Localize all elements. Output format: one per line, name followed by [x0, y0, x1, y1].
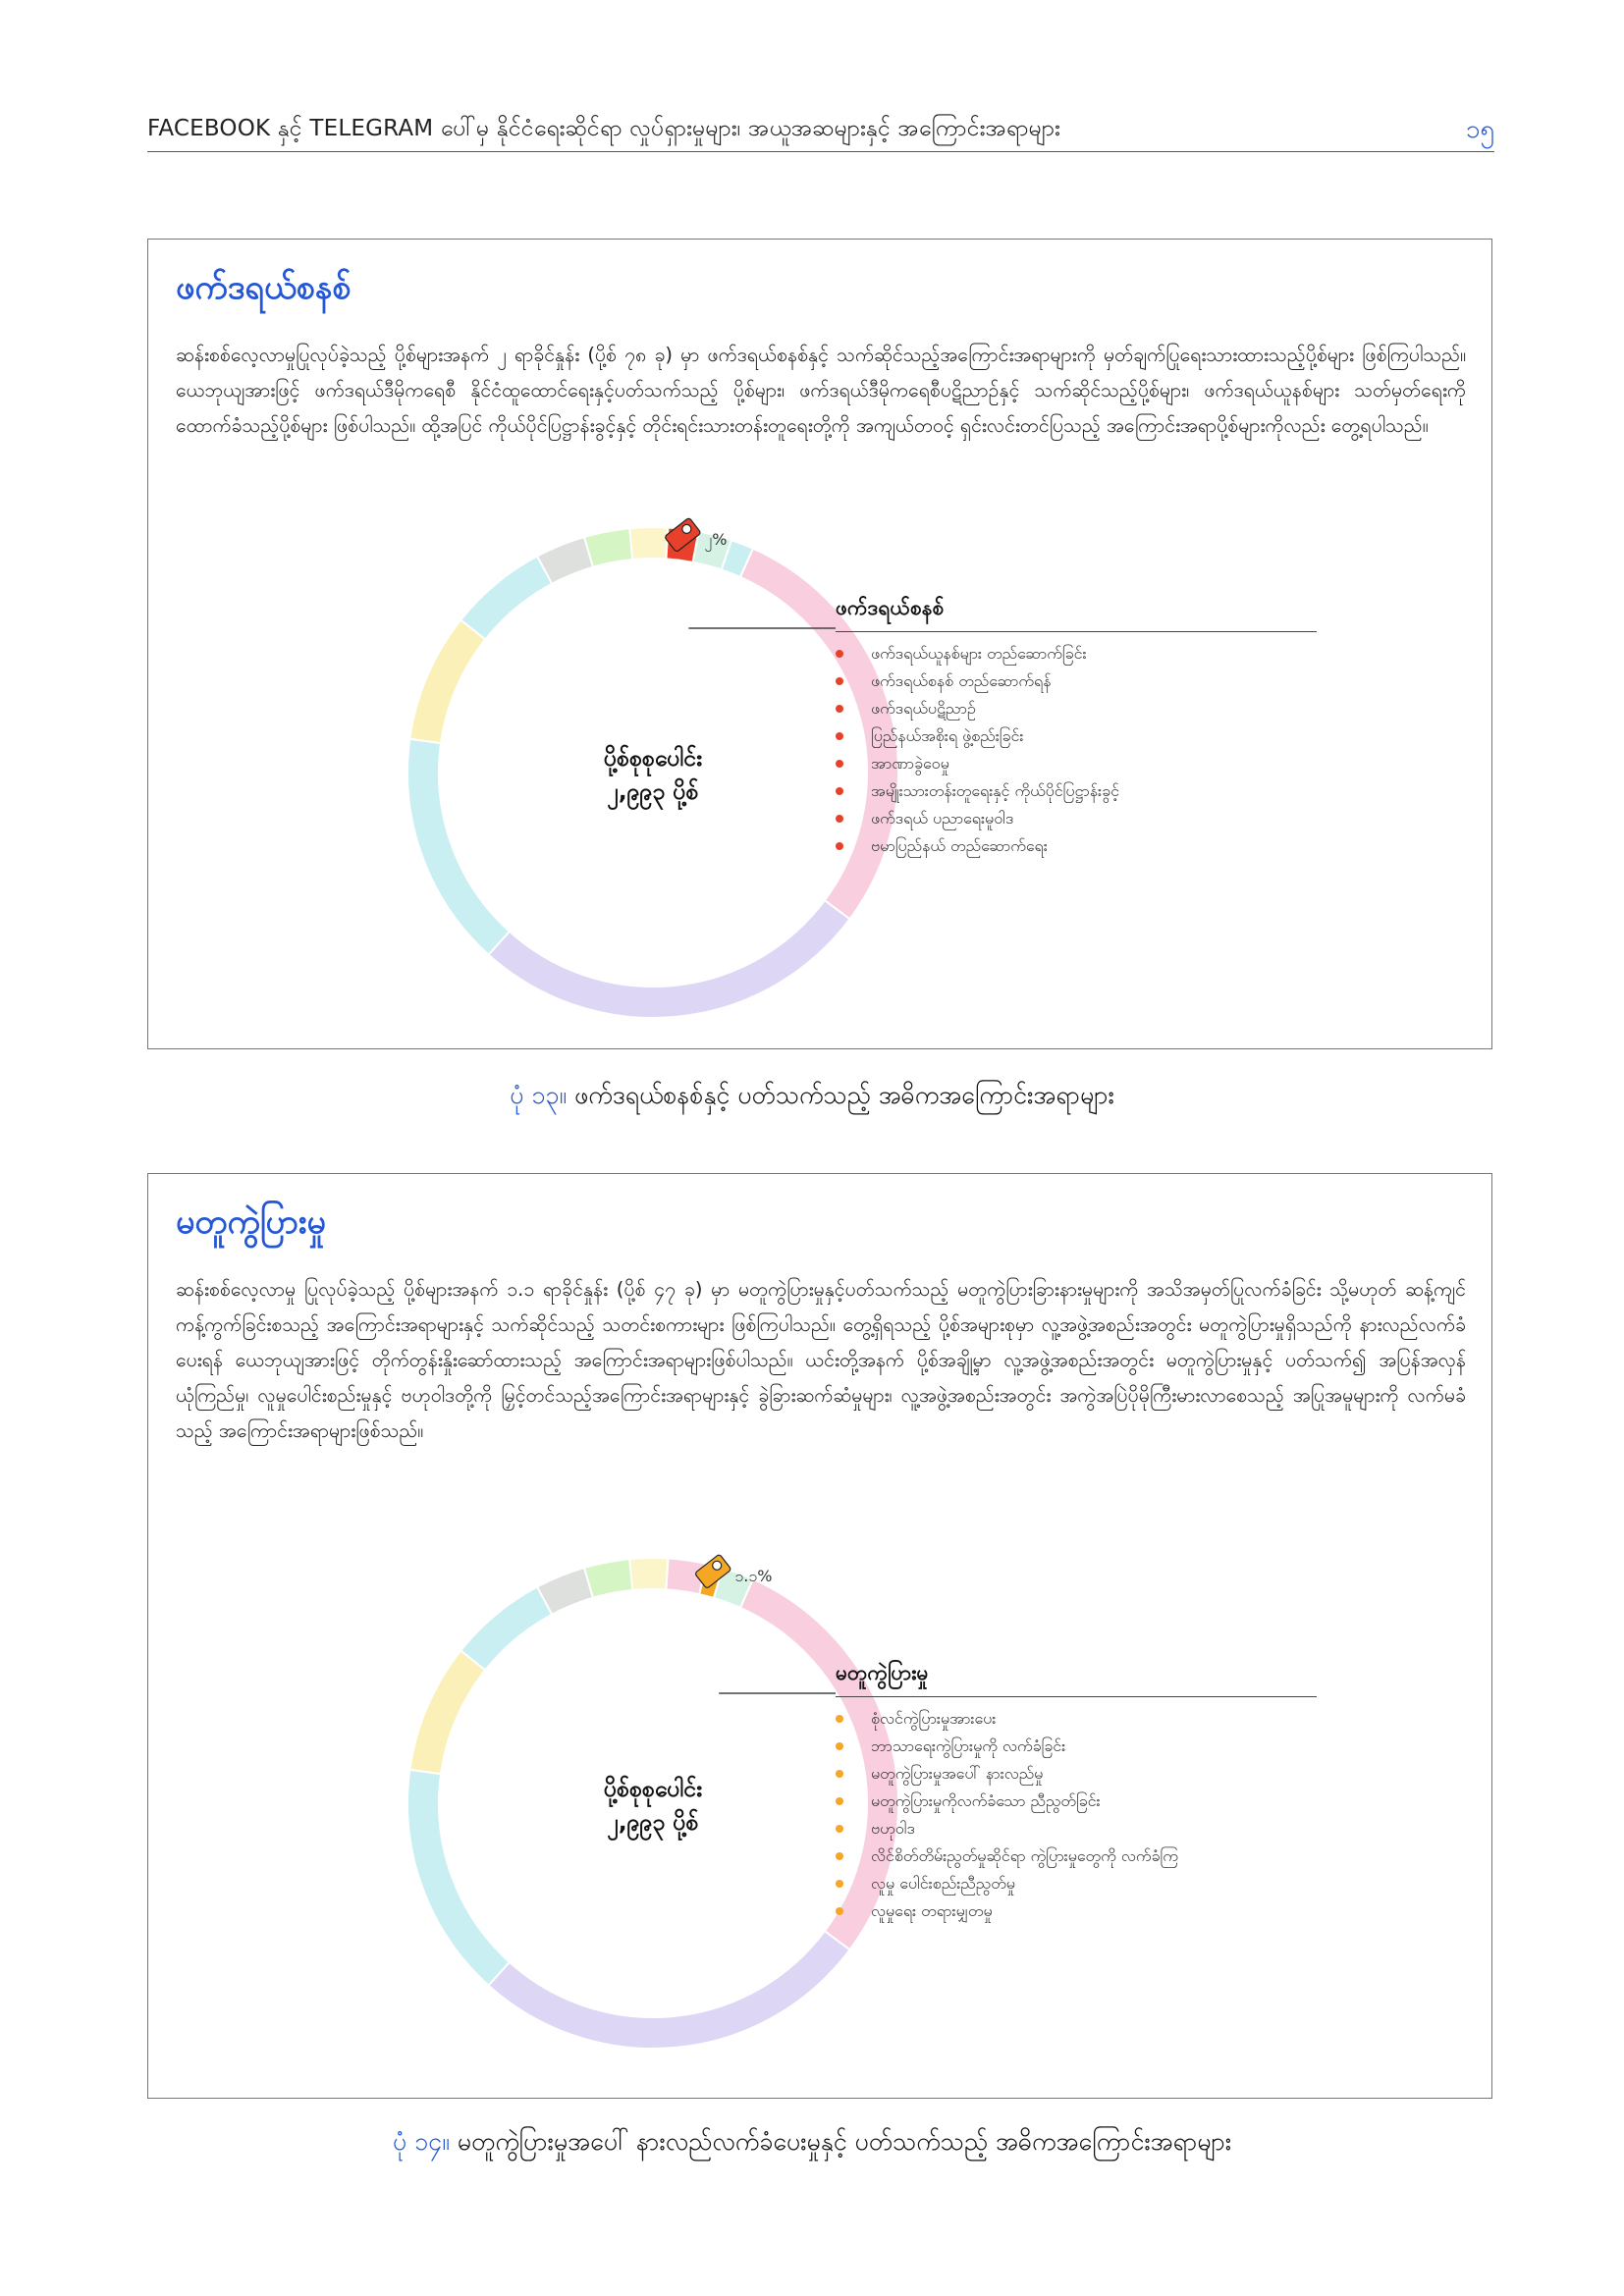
legend-bullet-icon — [836, 650, 843, 658]
legend-item — [836, 750, 1317, 777]
donut-slice — [489, 1931, 850, 2049]
legend-item — [836, 667, 1317, 695]
caption-number: ပုံ ၁၃။ — [510, 1081, 568, 1109]
donut-slice — [409, 1650, 485, 1774]
legend-list — [836, 1705, 1317, 1925]
legend-item-label: လူမှုရေး တရားမျှတမှု — [871, 1901, 993, 1920]
legend-item — [836, 1705, 1317, 1733]
legend-list — [836, 640, 1317, 860]
legend-item-label: ဗဟုဝါဒ — [871, 1819, 915, 1838]
center-label-line1: ပို့စ်စုစုပေါင်း — [603, 746, 703, 772]
legend-item — [836, 1897, 1317, 1925]
donut-chart-diversity — [148, 1174, 1491, 2098]
donut-slice — [629, 1558, 668, 1590]
legend-bullet-icon — [836, 1880, 843, 1888]
legend-bullet-icon — [836, 677, 843, 685]
legend-item-label: ဖက်ဒရယ်ယူနစ်များ တည်ဆောက်ခြင်း — [871, 644, 1087, 663]
legend-item — [836, 695, 1317, 722]
legend-diversity — [836, 1660, 1317, 1925]
donut-slice — [584, 528, 632, 567]
legend-item — [836, 1842, 1317, 1870]
legend-bullet-icon — [836, 815, 843, 823]
panel-body-text: ဆန်းစစ်လေ့လာမှုပြုလုပ်ခဲ့သည့် ပို့စ်များအနက် ၂ ရာခိုင်နှုန်း (ပို့စ် ၇၈ ခု) မှာ ဖက်ဒရယ်စနစ်နှင့် သက်ဆိုင်သည့်အကြောင်းအရာများကို မှတ်ချက်ပြုရေးသားထားသည့်ပို့စ်များ ဖြစ်ကြပါသည်။ ယေဘုယျအားဖြင့် ဖက်ဒရယ်ဒီမိုကရေစီ နိုင်ငံထူထောင်ရေးနှင့်ပတ်သက်သည့် ပို့စ်များ၊ ဖက်ဒရယ်ဒီမိုကရေစီပဋိညာဉ်နှင့် သက်ဆိုင်သည့်ပို့စ်များ၊ ဖက်ဒရယ်ယူနစ်များ သတ်မှတ်ရေးကို ထောက်ခံသည့်ပို့စ်များ ဖြစ်ပါသည်။ ထို့အပြင် ကိုယ်ပိုင်ပြဋ္ဌာန်းခွင့်နှင့် တိုင်းရင်းသားတန်းတူရေးတို့ကို အကျယ်တဝင့် ရှင်းလင်းတင်ပြသည့် အကြောင်းအရာပို့စ်များကိုလည်း တွေ့ရပါသည်။ — [176, 344, 1466, 437]
page-number: ၁၅ — [1465, 115, 1494, 144]
legend-item-label: လိင်စိတ်တိမ်းညွတ်မှုဆိုင်ရာ ကွဲပြားမှုတွေကို လက်ခံကြ — [871, 1846, 1178, 1865]
legend-item-label: လူမှု ပေါင်းစည်းညီညွတ်မှု — [871, 1874, 1015, 1893]
donut-slice — [409, 619, 485, 743]
figure-panel-federalism — [147, 239, 1492, 1049]
legend-bullet-icon — [836, 705, 843, 713]
legend-item — [836, 1733, 1317, 1760]
chart-center-label — [545, 1773, 761, 1840]
legend-item-label: ပြည်နယ်အစိုးရ ဖွဲ့စည်းခြင်း — [871, 726, 1024, 745]
legend-item-label: ဘာသာရေးကွဲပြားမှုကို လက်ခံခြင်း — [871, 1736, 1066, 1755]
legend-title: မတူကွဲပြားမှု — [836, 1660, 1317, 1697]
running-header — [147, 110, 1494, 152]
legend-item-label: ဖက်ဒရယ်ပဋိညာဉ် — [871, 699, 976, 718]
legend-item-label: စုံလင်ကွဲပြားမှုအားပေး — [871, 1709, 997, 1728]
legend-item — [836, 1788, 1317, 1815]
figure-caption-14 — [0, 2126, 1624, 2163]
donut-slice — [407, 739, 510, 955]
legend-item-label: မတူကွဲပြားမှုကိုလက်ခံသော ညီညွတ်ခြင်း — [871, 1791, 1101, 1810]
center-label-line2: ၂,၉၉၃ ပို့စ် — [607, 779, 699, 805]
panel-title: မတူကွဲပြားမှု — [176, 1202, 326, 1242]
legend-item-label: ဖက်ဒရယ် ပညာရေးမူဝါဒ — [871, 809, 1014, 828]
legend-federalism — [836, 595, 1317, 860]
legend-bullet-icon — [836, 1715, 843, 1723]
legend-bullet-icon — [836, 1742, 843, 1750]
legend-bullet-icon — [836, 1852, 843, 1860]
legend-item — [836, 777, 1317, 805]
center-label-line2: ၂,၉၉၃ ပို့စ် — [607, 1810, 699, 1836]
legend-item — [836, 805, 1317, 832]
donut-slice — [584, 1559, 632, 1598]
legend-item-label: မတူကွဲပြားမှုအပေါ် နားလည်မှု — [871, 1764, 1044, 1783]
caption-text: ဖက်ဒရယ်စနစ်နှင့် ပတ်သက်သည့် အဓိကအကြောင်းအရာများ — [574, 1081, 1114, 1109]
legend-bullet-icon — [836, 787, 843, 795]
donut-slice — [460, 557, 552, 640]
figure-caption-13 — [0, 1080, 1624, 1116]
legend-item — [836, 1760, 1317, 1788]
donut-slice — [489, 900, 850, 1018]
panel-body-text: ဆန်းစစ်လေ့လာမှု ပြုလုပ်ခဲ့သည့် ပို့စ်များအနက် ၁.၁ ရာခိုင်နှုန်း (ပို့စ် ၄၇ ခု) မှာ မတူကွဲပြားမှုနှင့်ပတ်သက်သည့် မတူကွဲပြားခြားနားမှုများကို အသိအမှတ်ပြုလက်ခံခြင်း သို့မဟုတ် ဆန့်ကျင်ကန့်ကွက်ခြင်းစသည့် အကြောင်းအရာများနှင့် သက်ဆိုင်သည့် သတင်းစကားများ ဖြစ်ကြပါသည်။ တွေ့ရှိရသည့် ပို့စ်အများစုမှာ လူ့အဖွဲ့အစည်းအတွင်း မတူကွဲပြားမှုရှိသည်ကို နားလည်လက်ခံပေးရန် ယေဘုယျအားဖြင့် တိုက်တွန်းနှိုးဆော်ထားသည့် အကြောင်းအရာများဖြစ်ပါသည်။ ယင်းတို့အနက် ပို့စ်အချို့မှာ လူ့အဖွဲ့အစည်းအတွင်း မတူကွဲပြားမှုနှင့် ပတ်သက်၍ အပြန်အလှန် ယုံကြည်မှု၊ လူမှုပေါင်းစည်းမှုနှင့် ဗဟုဝါဒတို့ကို မြှင့်တင်သည့်အကြောင်းအရာများနှင့် ခွဲခြားဆက်ဆံမှုများ၊ လူ့အဖွဲ့အစည်းအတွင်း အကွဲအပြဲပိုမိုကြီးမားလာစေသည့် အပြုအမူများကို လက်မခံသည့် အကြောင်းအရာများဖြစ်သည်။ — [176, 1278, 1466, 1442]
center-label-line1: ပို့စ်စုစုပေါင်း — [603, 1777, 703, 1802]
legend-bullet-icon — [836, 1797, 843, 1805]
legend-item — [836, 1815, 1317, 1842]
legend-bullet-icon — [836, 760, 843, 768]
chart-center-label — [545, 742, 761, 809]
legend-title: ဖက်ဒရယ်စနစ် — [836, 595, 1317, 632]
donut-slice — [407, 1770, 510, 1986]
caption-text: မတူကွဲပြားမှုအပေါ် နားလည်လက်ခံပေးမှုနှင့် ပတ်သက်သည့် အဓိကအကြောင်းအရာများ — [457, 2127, 1232, 2156]
legend-bullet-icon — [836, 842, 843, 850]
legend-item — [836, 1870, 1317, 1897]
highlight-percent-label: ၁.၁% — [734, 1566, 773, 1585]
legend-bullet-icon — [836, 1770, 843, 1778]
donut-slice — [460, 1587, 552, 1671]
legend-item — [836, 832, 1317, 860]
header-title: FACEBOOK နှင့် TELEGRAM ပေါ်မှ နိုင်ငံရေးဆိုင်ရာ လှုပ်ရှားမှုများ၊ အယူအဆများနှင့် အကြောင်းအရာများ — [147, 116, 1061, 141]
legend-bullet-icon — [836, 1907, 843, 1915]
legend-item — [836, 722, 1317, 750]
legend-bullet-icon — [836, 732, 843, 740]
legend-item-label: ဗမာပြည်နယ် တည်ဆောက်ရေး — [871, 836, 1048, 855]
figure-panel-diversity — [147, 1173, 1492, 2099]
donut-slice — [629, 527, 668, 560]
caption-number: ပုံ ၁၄။ — [392, 2127, 450, 2156]
legend-item-label: အမျိုးသားတန်းတူရေးနှင့် ကိုယ်ပိုင်ပြဋ္ဌာန်းခွင့် — [871, 781, 1119, 800]
highlight-percent-label: ၂% — [704, 529, 728, 549]
panel-title: ဖက်ဒရယ်စနစ် — [176, 268, 352, 307]
legend-item-label: အာဏာခွဲဝေမှု — [871, 754, 949, 773]
legend-item — [836, 640, 1317, 667]
legend-item-label: ဖက်ဒရယ်စနစ် တည်ဆောက်ရန် — [871, 671, 1052, 690]
legend-bullet-icon — [836, 1825, 843, 1833]
